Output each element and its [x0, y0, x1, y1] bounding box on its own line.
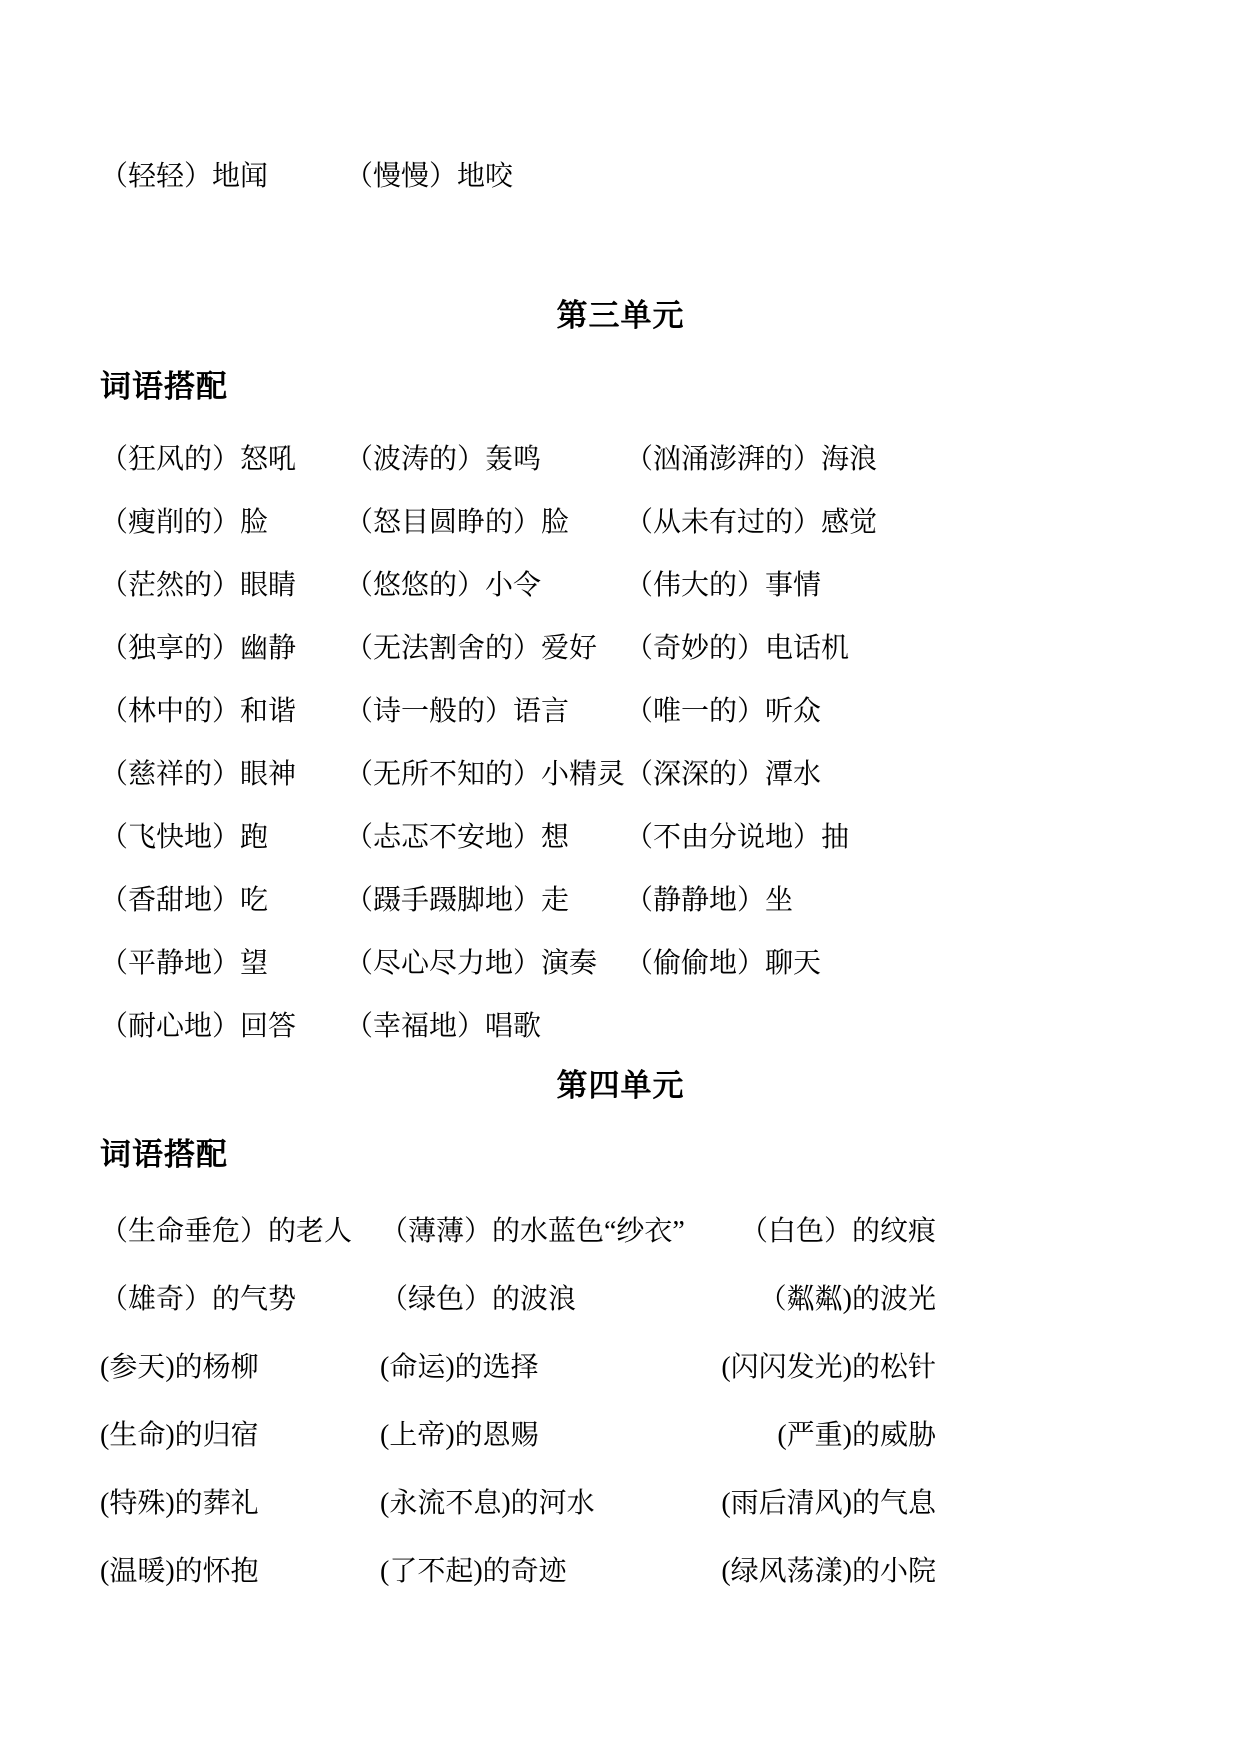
phrase: (严重)的威胁 — [777, 1420, 936, 1451]
phrase: （不由分说地）抽 — [625, 821, 850, 853]
phrase: （蹑手蹑脚地）走 — [345, 884, 570, 916]
phrase: (参天)的杨柳 — [100, 1352, 259, 1383]
phrase: （诗一般的）语言 — [345, 695, 570, 727]
phrase: (了不起)的奇迹 — [380, 1556, 567, 1587]
phrase: （绿色）的波浪 — [380, 1284, 577, 1315]
unit4-title: 第四单元 — [556, 1068, 685, 1103]
phrase: (闪闪发光)的松针 — [721, 1352, 936, 1383]
phrase: (特殊)的葬礼 — [100, 1488, 259, 1519]
phrase: （波涛的）轰鸣 — [345, 443, 542, 475]
phrase: （粼粼)的波光 — [758, 1284, 936, 1315]
phrase: （白色）的纹痕 — [739, 1216, 936, 1247]
unit4-phrase-list — [100, 1198, 936, 1606]
phrase: （雄奇）的气势 — [100, 1284, 297, 1315]
phrase: （平静地）望 — [100, 947, 269, 979]
phrase: (永流不息)的河水 — [380, 1488, 595, 1519]
phrase: （悠悠的）小令 — [345, 569, 542, 601]
phrase: （香甜地）吃 — [100, 884, 269, 916]
phrase: （慢慢）地咬 — [345, 160, 514, 192]
phrase: (生命)的归宿 — [100, 1420, 259, 1451]
phrase: （偷偷地）聊天 — [625, 947, 822, 979]
phrase: （狂风的）怒吼 — [100, 443, 297, 475]
phrase: （伟大的）事情 — [625, 569, 822, 601]
phrase: （静静地）坐 — [625, 884, 794, 916]
phrase: （怒目圆睁的）脸 — [345, 506, 570, 538]
phrase: （唯一的）听众 — [625, 695, 822, 727]
phrase: （忐忑不安地）想 — [345, 821, 570, 853]
phrase: (温暖)的怀抱 — [100, 1556, 259, 1587]
phrase-empty — [625, 995, 1141, 1058]
phrase: （奇妙的）电话机 — [625, 632, 850, 664]
phrase: （独享的）幽静 — [100, 632, 297, 664]
phrase: （飞快地）跑 — [100, 821, 269, 853]
phrase-empty — [625, 145, 1141, 208]
phrase: (命运)的选择 — [380, 1352, 539, 1383]
phrase: （深深的）潭水 — [625, 758, 822, 790]
phrase: （林中的）和谐 — [100, 695, 297, 727]
phrase: （汹涌澎湃的）海浪 — [625, 443, 878, 475]
phrase: （生命垂危）的老人 — [100, 1216, 353, 1247]
phrase: （薄薄）的水蓝色“纱衣” — [380, 1216, 685, 1247]
phrase: （尽心尽力地）演奏 — [345, 947, 598, 979]
phrase: (绿风荡漾)的小院 — [721, 1556, 936, 1587]
phrase: （幸福地）唱歌 — [345, 1010, 542, 1042]
phrase: （耐心地）回答 — [100, 1010, 297, 1042]
phrase: （茫然的）眼睛 — [100, 569, 297, 601]
phrase: (上帝)的恩赐 — [380, 1420, 539, 1451]
phrase: （轻轻）地闻 — [100, 160, 269, 192]
unit4-section-heading: 词语搭配 — [100, 1137, 228, 1172]
phrase: （无所不知的）小精灵 — [345, 758, 626, 790]
unit3-title: 第三单元 — [556, 298, 685, 333]
unit3-section-heading: 词语搭配 — [100, 369, 228, 404]
top-phrase-row — [100, 145, 1141, 208]
phrase: (雨后清风)的气息 — [721, 1488, 936, 1519]
unit3-phrase-list — [100, 428, 1141, 1058]
phrase: （无法割舍的）爱好 — [345, 632, 598, 664]
phrase: （从未有过的）感觉 — [625, 506, 878, 538]
phrase: （慈祥的）眼神 — [100, 758, 297, 790]
phrase: （瘦削的）脸 — [100, 506, 269, 538]
